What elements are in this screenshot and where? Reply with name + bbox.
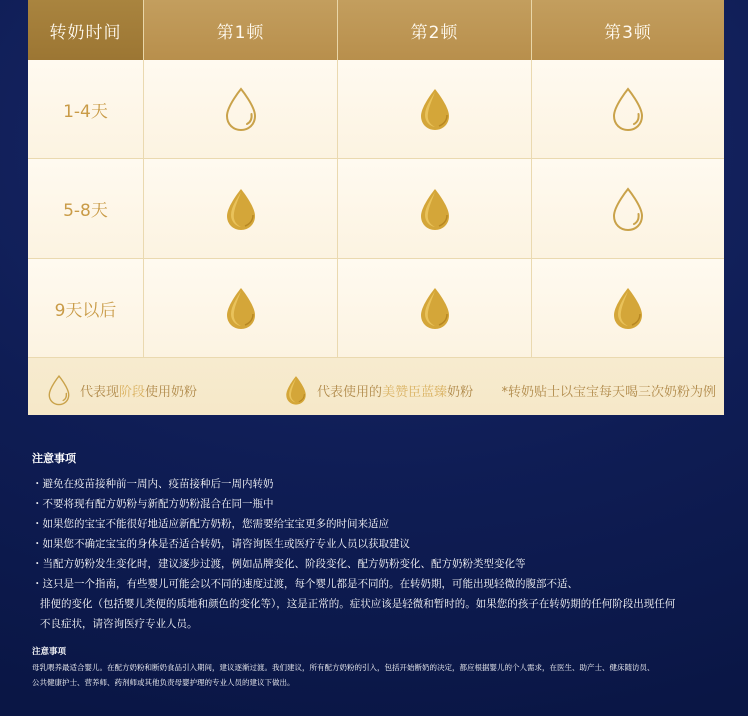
legend-outline-suffix: 使用奶粉 bbox=[145, 384, 198, 400]
row-label-2: 5-8天 bbox=[28, 159, 144, 259]
outline-drop-icon bbox=[610, 86, 646, 132]
cell-r2-c2 bbox=[338, 159, 532, 259]
note-line-5: ・当配方奶粉发生变化时，建议逐步过渡，例如品牌变化、阶段变化、配方奶粉变化、配方奶粉类型变化等 bbox=[32, 558, 526, 570]
outline-drop-icon bbox=[610, 186, 646, 232]
legend-solid-prefix: 代表使用的 bbox=[317, 384, 383, 400]
header-feed-3: 第3顿 bbox=[532, 0, 724, 60]
solid-drop-icon bbox=[223, 285, 259, 331]
header-feed-1: 第1顿 bbox=[144, 0, 338, 60]
legend-outline bbox=[46, 374, 197, 406]
disclaimer-line-1: 母乳喂养最适合婴儿。在配方奶粉和断奶食品引入期间，建议逐渐过渡。我们建议，所有配方奶粉的引入，包括开始断奶的决定，都应根据婴儿的个人需求，在医生、助产士、健床随访员、 bbox=[32, 663, 655, 672]
cell-r3-c2 bbox=[338, 259, 532, 358]
notes-section bbox=[32, 450, 732, 634]
legend-outline-prefix: 代表现 bbox=[80, 384, 120, 400]
solid-drop-icon bbox=[223, 186, 259, 232]
solid-drop-icon bbox=[610, 285, 646, 331]
disclaimer-title: 注意事项 bbox=[32, 647, 67, 657]
header-time: 转奶时间 bbox=[28, 0, 144, 60]
cell-r2-c3 bbox=[532, 159, 724, 259]
note-line-1: ・避免在疫苗接种前一周内、疫苗接种后一周内转奶 bbox=[32, 478, 274, 490]
disclaimer-section bbox=[32, 645, 732, 690]
cell-r1-c3 bbox=[532, 60, 724, 159]
outline-drop-icon bbox=[223, 86, 259, 132]
legend-solid-highlight: 美赞臣蓝臻 bbox=[382, 384, 448, 400]
header-feed-2: 第2顿 bbox=[338, 0, 532, 60]
note-line-7: 排便的变化（包括婴儿类便的质地和颜色的变化等），这是正常的。症状应该是轻微和暂时的。如果您的孩子在转奶期的任何阶段出现任何 bbox=[40, 598, 676, 610]
solid-drop-icon bbox=[417, 186, 453, 232]
solid-drop-icon bbox=[417, 86, 453, 132]
legend-solid bbox=[283, 374, 473, 406]
legend-outline-highlight: 阶段 bbox=[119, 384, 146, 400]
note-line-4: ・如果您不确定宝宝的身体是否适合转奶，请咨询医生或医疗专业人员以获取建议 bbox=[32, 538, 410, 550]
cell-r1-c2 bbox=[338, 60, 532, 159]
cell-r2-c1 bbox=[144, 159, 338, 259]
legend-note: *转奶贴士以宝宝每天喝三次奶粉为例 bbox=[501, 384, 716, 400]
cell-r3-c3 bbox=[532, 259, 724, 358]
cell-r3-c1 bbox=[144, 259, 338, 358]
transition-schedule-table bbox=[28, 0, 724, 358]
row-label-1: 1-4天 bbox=[28, 60, 144, 159]
note-line-3: ・如果您的宝宝不能很好地适应新配方奶粉，您需要给宝宝更多的时间来适应 bbox=[32, 518, 389, 530]
cell-r1-c1 bbox=[144, 60, 338, 159]
outline-drop-icon bbox=[46, 374, 72, 406]
solid-drop-icon bbox=[417, 285, 453, 331]
solid-drop-icon bbox=[283, 374, 309, 406]
legend-solid-suffix: 奶粉 bbox=[447, 384, 474, 400]
note-line-2: ・不要将现有配方奶粉与新配方奶粉混合在同一瓶中 bbox=[32, 498, 274, 510]
disclaimer-line-2: 公共健康护士、营养师、药剂师或其他负责母婴护理的专业人员的建议下做出。 bbox=[32, 678, 295, 687]
note-line-6: ・这只是一个指南，有些婴儿可能会以不同的速度过渡，每个婴儿都是不同的。在转奶期，可能出现轻微的腹部不适、 bbox=[32, 578, 578, 590]
legend bbox=[28, 366, 724, 414]
notes-title: 注意事项 bbox=[32, 452, 76, 465]
row-label-3: 9天以后 bbox=[28, 259, 144, 358]
note-line-8: 不良症状，请咨询医疗专业人员。 bbox=[40, 618, 198, 630]
